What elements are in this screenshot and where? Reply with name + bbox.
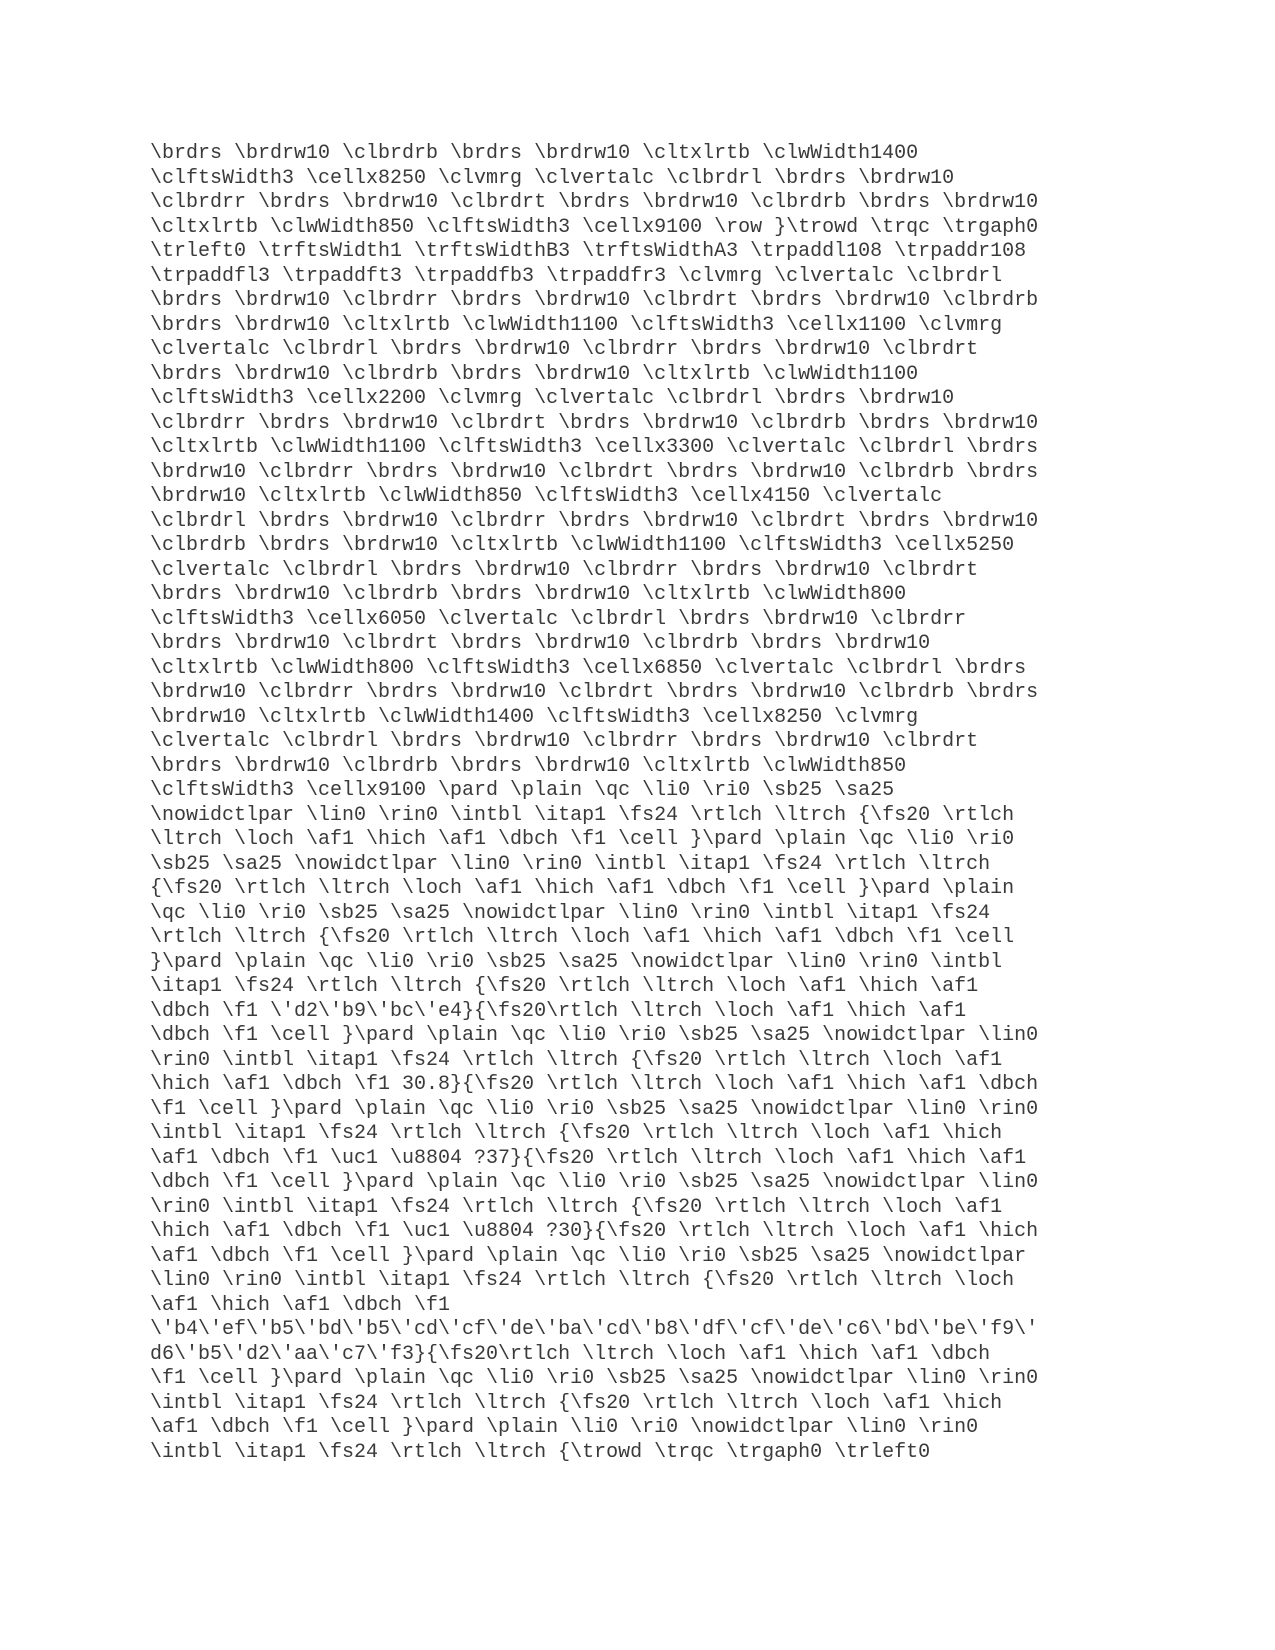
text-line: \sb25 \sa25 \nowidctlpar \lin0 \rin0 \intbl \itap1 \fs24 \rtlch \ltrch bbox=[150, 852, 991, 876]
text-line: \brdrw10 \clbrdrr \brdrs \brdrw10 \clbrdrt \brdrs \brdrw10 \clbrdrb \brdrs bbox=[150, 681, 1039, 704]
text-line: \intbl \itap1 \fs24 \rtlch \ltrch {\fs20 \rtlch \ltrch \loch \af1 \hich bbox=[150, 1391, 1003, 1415]
text-line: \clvertalc \clbrdrl \brdrs \brdrw10 \clbrdrr \brdrs \brdrw10 \clbrdrt bbox=[150, 558, 979, 582]
text-line: \clftsWidth3 \cellx8250 \clvmrg \clvertalc \clbrdrl \brdrs \brdrw10 bbox=[150, 166, 955, 190]
text-line: \brdrs \brdrw10 \clbrdrr \brdrs \brdrw10 \clbrdrt \brdrs \brdrw10 \clbrdrb bbox=[150, 289, 1039, 312]
text-line: \cltxlrtb \clwWidth800 \clftsWidth3 \cellx6850 \clvertalc \clbrdrl \brdrs bbox=[150, 656, 1027, 680]
text-line: \brdrw10 \clbrdrr \brdrs \brdrw10 \clbrdrt \brdrs \brdrw10 \clbrdrb \brdrs bbox=[150, 460, 1039, 484]
text-line: \cltxlrtb \clwWidth850 \clftsWidth3 \cellx9100 \row }\trowd \trqc \trgaph0 bbox=[150, 215, 1039, 239]
text-line: \qc \li0 \ri0 \sb25 \sa25 \nowidctlpar \lin0 \rin0 \intbl \itap1 \fs24 bbox=[150, 901, 991, 925]
text-line: \itap1 \fs24 \rtlch \ltrch {\fs20 \rtlch \ltrch \loch \af1 \hich \af1 bbox=[150, 975, 979, 998]
text-line: \clftsWidth3 \cellx9100 \pard \plain \qc \li0 \ri0 \sb25 \sa25 bbox=[150, 779, 895, 802]
text-line: \rin0 \intbl \itap1 \fs24 \rtlch \ltrch {\fs20 \rtlch \ltrch \loch \af1 bbox=[150, 1195, 1003, 1219]
text-line: \af1 \dbch \f1 \uc1 \u8804 ?37}{\fs20 \rtlch \ltrch \loch \af1 \hich \af1 bbox=[150, 1146, 1027, 1170]
text-line: \dbch \f1 \cell }\pard \plain \qc \li0 \ri0 \sb25 \sa25 \nowidctlpar \lin0 bbox=[150, 1171, 1039, 1194]
text-line: \clvertalc \clbrdrl \brdrs \brdrw10 \clbrdrr \brdrs \brdrw10 \clbrdrt bbox=[150, 338, 979, 361]
text-line: \clbrdrr \brdrs \brdrw10 \clbrdrt \brdrs \brdrw10 \clbrdrb \brdrs \brdrw10 bbox=[150, 191, 1039, 214]
text-line: \intbl \itap1 \fs24 \rtlch \ltrch {\trowd \trqc \trgaph0 \trleft0 bbox=[150, 1440, 931, 1464]
text-line: \clbrdrr \brdrs \brdrw10 \clbrdrt \brdrs \brdrw10 \clbrdrb \brdrs \brdrw10 bbox=[150, 411, 1039, 435]
text-line: \af1 \dbch \f1 \cell }\pard \plain \li0 \ri0 \nowidctlpar \lin0 \rin0 bbox=[150, 1416, 979, 1439]
text-line: \brdrs \brdrw10 \clbrdrb \brdrs \brdrw10 \cltxlrtb \clwWidth1100 bbox=[150, 362, 919, 386]
text-line: \trpaddfl3 \trpaddft3 \trpaddfb3 \trpaddfr3 \clvmrg \clvertalc \clbrdrl bbox=[150, 264, 1003, 288]
text-line: \rin0 \intbl \itap1 \fs24 \rtlch \ltrch {\fs20 \rtlch \ltrch \loch \af1 bbox=[150, 1048, 1003, 1072]
text-line: \ltrch \loch \af1 \hich \af1 \dbch \f1 \cell }\pard \plain \qc \li0 \ri0 bbox=[150, 828, 1015, 851]
text-line: \dbch \f1 \cell }\pard \plain \qc \li0 \ri0 \sb25 \sa25 \nowidctlpar \lin0 bbox=[150, 1024, 1039, 1047]
text-line: \clbrdrb \brdrs \brdrw10 \cltxlrtb \clwWidth1100 \clftsWidth3 \cellx5250 bbox=[150, 534, 1015, 557]
text-line: \rtlch \ltrch {\fs20 \rtlch \ltrch \loch \af1 \hich \af1 \dbch \f1 \cell bbox=[150, 926, 1015, 949]
text-line: \'b4\'ef\'b5\'bd\'b5\'cd\'cf\'de\'ba\'cd\'b8\'df\'cf\'de\'c6\'bd\'be\'f9\' bbox=[150, 1318, 1039, 1341]
rtf-code-text bbox=[150, 142, 1150, 1465]
text-line: \brdrs \brdrw10 \clbrdrb \brdrs \brdrw10 \cltxlrtb \clwWidth1400 bbox=[150, 142, 919, 165]
text-line: \brdrs \brdrw10 \clbrdrb \brdrs \brdrw10 \cltxlrtb \clwWidth800 bbox=[150, 583, 907, 606]
text-line: \af1 \dbch \f1 \cell }\pard \plain \qc \li0 \ri0 \sb25 \sa25 \nowidctlpar bbox=[150, 1244, 1027, 1268]
text-line: \f1 \cell }\pard \plain \qc \li0 \ri0 \sb25 \sa25 \nowidctlpar \lin0 \rin0 bbox=[150, 1097, 1039, 1121]
text-line: }\pard \plain \qc \li0 \ri0 \sb25 \sa25 \nowidctlpar \lin0 \rin0 \intbl bbox=[150, 950, 1003, 974]
text-line: \trleft0 \trftsWidth1 \trftsWidthB3 \trftsWidthA3 \trpaddl108 \trpaddr108 bbox=[150, 240, 1027, 263]
text-line: \af1 \hich \af1 \dbch \f1 bbox=[150, 1293, 451, 1317]
text-line: \brdrs \brdrw10 \clbrdrt \brdrs \brdrw10 \clbrdrb \brdrs \brdrw10 bbox=[150, 632, 931, 655]
text-line: \clftsWidth3 \cellx2200 \clvmrg \clvertalc \clbrdrl \brdrs \brdrw10 bbox=[150, 387, 955, 410]
text-line: \brdrw10 \cltxlrtb \clwWidth1400 \clftsWidth3 \cellx8250 \clvmrg bbox=[150, 705, 919, 729]
text-line: \brdrs \brdrw10 \cltxlrtb \clwWidth1100 \clftsWidth3 \cellx1100 \clvmrg bbox=[150, 313, 1003, 337]
text-line: d6\'b5\'d2\'aa\'c7\'f3}{\fs20\rtlch \ltrch \loch \af1 \hich \af1 \dbch bbox=[150, 1342, 991, 1366]
text-line: \hich \af1 \dbch \f1 \uc1 \u8804 ?30}{\fs20 \rtlch \ltrch \loch \af1 \hich bbox=[150, 1220, 1039, 1243]
text-line: \brdrs \brdrw10 \clbrdrb \brdrs \brdrw10 \cltxlrtb \clwWidth850 bbox=[150, 754, 907, 778]
text-line: \dbch \f1 \'d2\'b9\'bc\'e4}{\fs20\rtlch \ltrch \loch \af1 \hich \af1 bbox=[150, 999, 967, 1023]
text-line: \brdrw10 \cltxlrtb \clwWidth850 \clftsWidth3 \cellx4150 \clvertalc bbox=[150, 485, 943, 508]
text-line: \clftsWidth3 \cellx6050 \clvertalc \clbrdrl \brdrs \brdrw10 \clbrdrr bbox=[150, 607, 967, 631]
text-line: \f1 \cell }\pard \plain \qc \li0 \ri0 \sb25 \sa25 \nowidctlpar \lin0 \rin0 bbox=[150, 1367, 1039, 1390]
text-line: \cltxlrtb \clwWidth1100 \clftsWidth3 \cellx3300 \clvertalc \clbrdrl \brdrs bbox=[150, 436, 1039, 459]
text-line: {\fs20 \rtlch \ltrch \loch \af1 \hich \af1 \dbch \f1 \cell }\pard \plain bbox=[150, 877, 1015, 900]
text-line: \hich \af1 \dbch \f1 30.8}{\fs20 \rtlch \ltrch \loch \af1 \hich \af1 \dbch bbox=[150, 1073, 1039, 1096]
text-line: \clvertalc \clbrdrl \brdrs \brdrw10 \clbrdrr \brdrs \brdrw10 \clbrdrt bbox=[150, 730, 979, 753]
text-line: \lin0 \rin0 \intbl \itap1 \fs24 \rtlch \ltrch {\fs20 \rtlch \ltrch \loch bbox=[150, 1269, 1015, 1292]
text-line: \intbl \itap1 \fs24 \rtlch \ltrch {\fs20 \rtlch \ltrch \loch \af1 \hich bbox=[150, 1122, 1003, 1145]
text-line: \nowidctlpar \lin0 \rin0 \intbl \itap1 \fs24 \rtlch \ltrch {\fs20 \rtlch bbox=[150, 803, 1015, 827]
text-line: \clbrdrl \brdrs \brdrw10 \clbrdrr \brdrs \brdrw10 \clbrdrt \brdrs \brdrw10 bbox=[150, 509, 1039, 533]
